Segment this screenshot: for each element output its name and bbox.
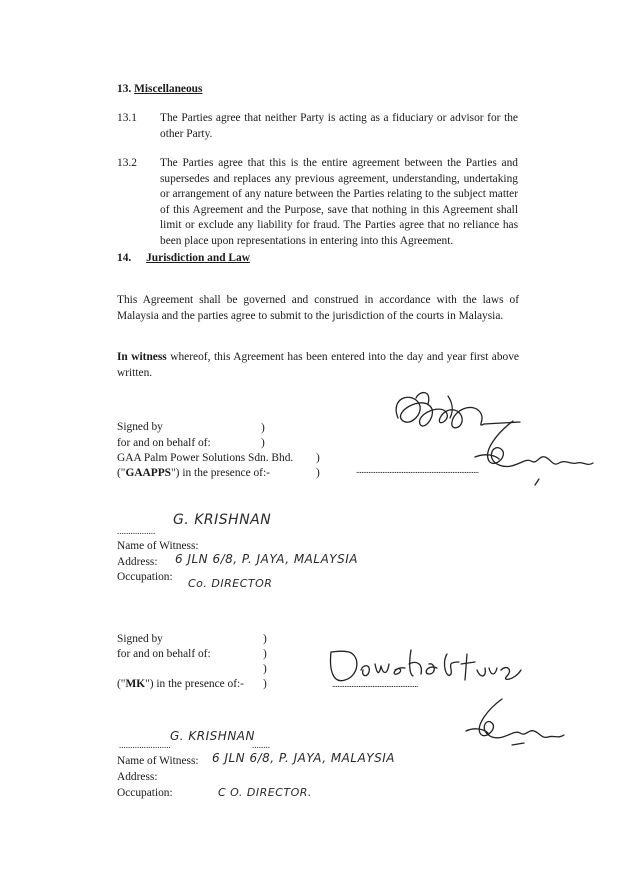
section-13-title: Miscellaneous (134, 83, 203, 95)
block2-signature-line: ................................................. (332, 679, 418, 689)
block2-signed-by: Signed by (117, 633, 163, 645)
block2-name-handwritten: 6 JLN 6/8, P. JAYA, MALAYSIA (212, 751, 395, 765)
block2-bracket-2: ) (263, 648, 267, 660)
block1-address-handwritten: 6 JLN 6/8, P. JAYA, MALAYSIA (175, 552, 358, 566)
block2-presence (117, 677, 244, 693)
block1-occupation-handwritten: Co. DIRECTOR (188, 577, 273, 590)
block1-address-label: Address: (117, 556, 158, 568)
block2-occupation-handwritten: C O. DIRECTOR. (218, 786, 312, 799)
block1-signature-2 (455, 415, 605, 495)
block1-signature-line: ...................................................................... (356, 465, 479, 475)
section-13-number: 13. (117, 83, 132, 95)
block2-witness-name-handwritten: G. KRISHNAN (170, 729, 255, 743)
block2-presence-open: (" (117, 678, 126, 690)
block1-witness-name-handwritten: G. KRISHNAN (173, 512, 272, 528)
block2-witness-dots-left: ....................... (119, 740, 171, 750)
block1-witness-dots: ................. (117, 526, 156, 536)
block2-name-of-witness-label: Name of Witness: (117, 755, 199, 767)
block1-company: GAA Palm Power Solutions Sdn. Bhd. (117, 452, 294, 464)
block1-on-behalf: for and on behalf of: (117, 437, 211, 449)
block2-address-label: Address: (117, 771, 158, 783)
block1-party-abbrev: GAAPPS (125, 467, 172, 479)
in-witness-text: whereof, this Agreement has been entered into the day and year first above written. (117, 351, 519, 379)
block2-signature-1 (325, 640, 545, 695)
in-witness-lead: In witness (117, 351, 167, 363)
block2-signature-2 (452, 695, 572, 755)
section-14-title: Jurisdiction and Law (146, 252, 250, 264)
in-witness-paragraph (117, 350, 519, 381)
block1-presence-open: (" (117, 467, 126, 479)
section-13-heading (117, 82, 202, 98)
block1-name-of-witness-label: Name of Witness: (117, 540, 199, 552)
block1-presence (117, 466, 270, 482)
block1-bracket-4: ) (316, 467, 320, 479)
block2-on-behalf: for and on behalf of: (117, 648, 211, 660)
clause-13-1-number: 13.1 (117, 112, 137, 124)
block1-signed-by: Signed by (117, 421, 163, 433)
block2-bracket-3: ) (263, 663, 267, 675)
block2-bracket-1: ) (263, 633, 267, 645)
clause-13-2-number: 13.2 (117, 157, 137, 169)
clause-13-2-text: The Parties agree that this is the entire agreement between the Parties and supersedes and replaces any previous agreement, understanding, undertaking or arrangement of any nature between the Parties relating to the subject matter of this Agreement and the Purpose, save that nothing in this Agreement shall limit or exclude any liability for fraud. The Parties agree that no reliance has been place upon representations in entering into this Agreement. (160, 157, 518, 247)
section-14-text: This Agreement shall be governed and construed in accordance with the laws of Malaysia and the parties agree to submit to the jurisdiction of the courts in Malaysia. (117, 294, 519, 322)
block1-bracket-3: ) (316, 452, 320, 464)
block1-occupation-label: Occupation: (117, 571, 173, 583)
section-14-number: 14. (117, 252, 132, 264)
block2-bracket-4: ) (263, 678, 267, 690)
block2-presence-close: ") in the presence of:- (145, 678, 244, 690)
block1-bracket-1: ) (261, 422, 265, 434)
block2-occupation-label: Occupation: (117, 787, 173, 799)
block2-party-abbrev: MK (125, 678, 146, 690)
block1-presence-close: ") in the presence of:- (171, 467, 270, 479)
section-14-heading (117, 251, 250, 267)
clause-13-1-text: The Parties agree that neither Party is acting as a fiduciary or advisor for the other Party. (160, 112, 518, 140)
block1-bracket-2: ) (261, 437, 265, 449)
block2-witness-dots-right: ........ (252, 740, 270, 750)
